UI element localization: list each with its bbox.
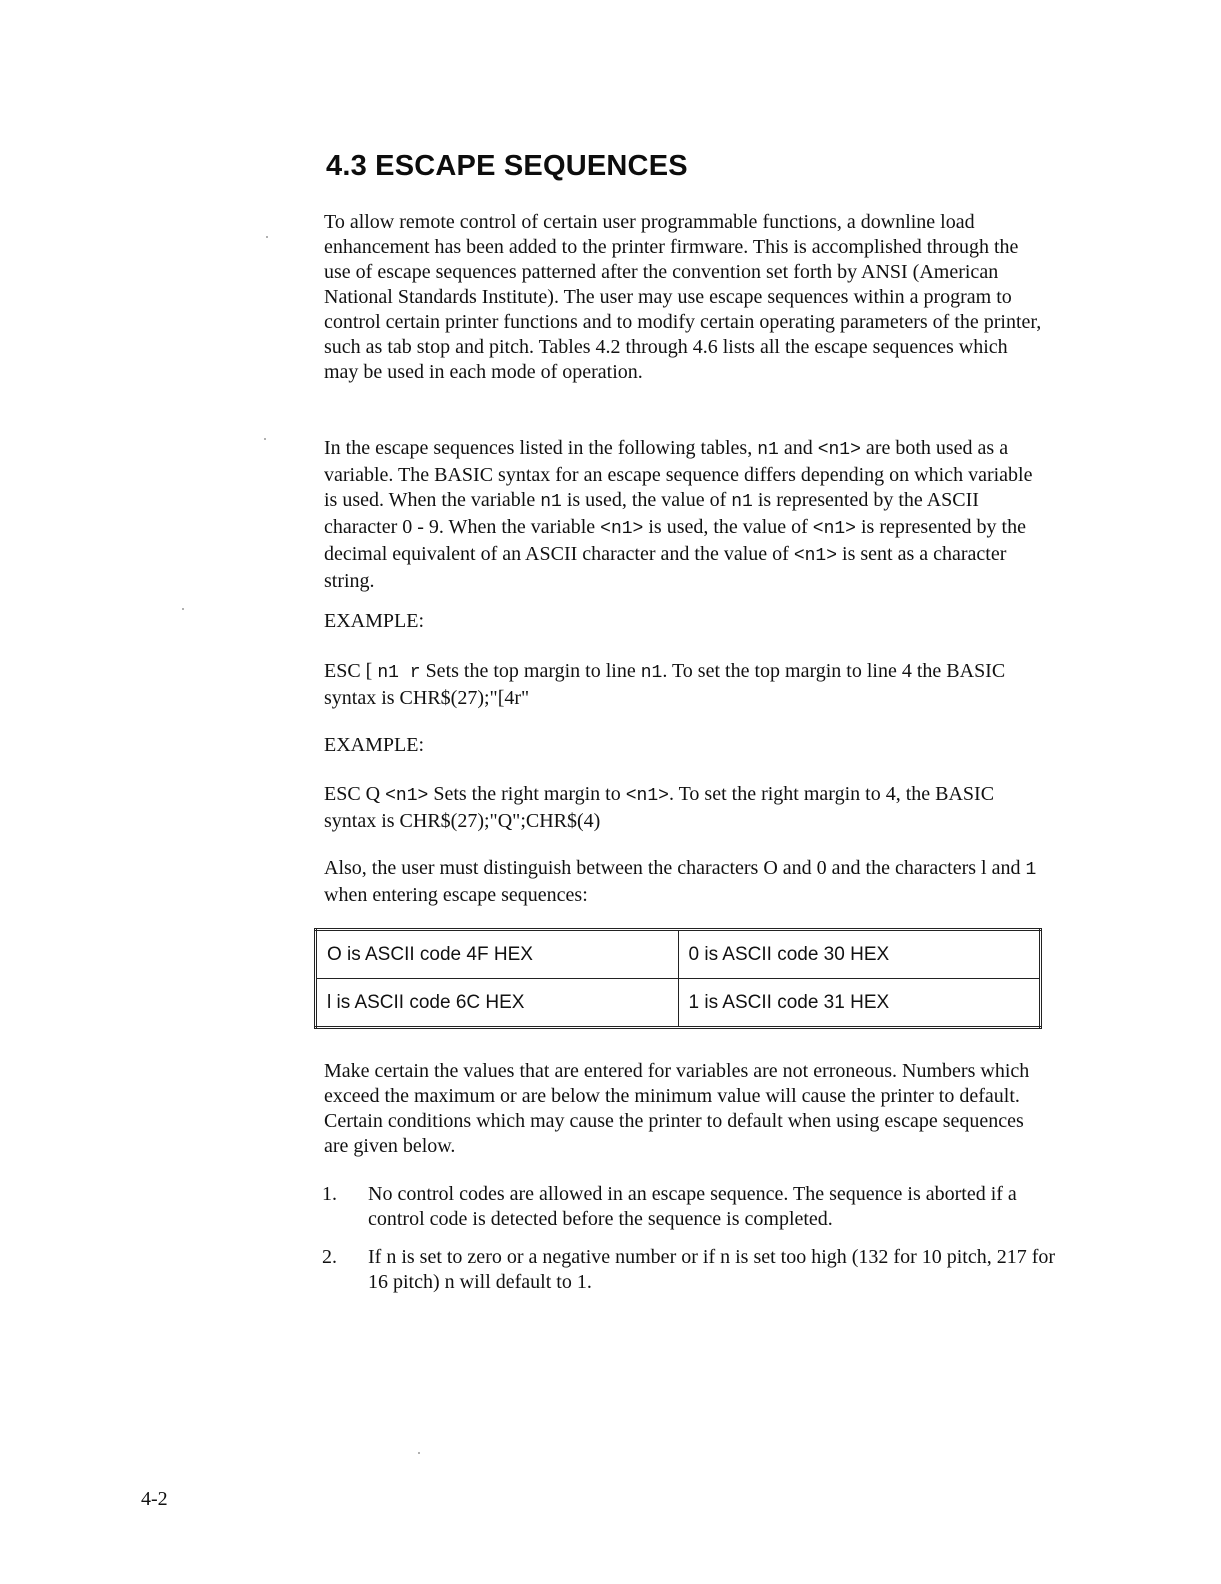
- example-label: EXAMPLE:: [324, 734, 424, 756]
- variable-n1: n1: [640, 663, 663, 683]
- table-cell: O is ASCII code 4F HEX: [316, 930, 679, 979]
- text-run: . To set the top margin to line 4 the BASIC syntax is CHR$(27);"[4r": [324, 660, 1006, 709]
- text-run: is represented by the ASCII character 0 - 9. When the variable: [324, 489, 979, 538]
- variable-n1: n1: [757, 440, 779, 460]
- text-run: is represented by the decimal equivalent of an ASCII character and the value of: [324, 516, 1026, 565]
- list-number: 2.: [322, 1246, 337, 1268]
- variable-bracket-n1: <n1>: [812, 519, 856, 539]
- scan-speck: [264, 438, 266, 440]
- ascii-code-table: [314, 928, 1042, 1029]
- variable-bracket-n1: <n1>: [817, 440, 861, 460]
- text-run: are both used as a variable. The BASIC syntax for an escape sequence differs depending on which variable is used. When the variable: [324, 437, 1033, 511]
- table-row: [316, 979, 1041, 1028]
- variables-paragraph: [324, 436, 1044, 594]
- text-run: ESC [: [324, 660, 378, 682]
- default-conditions-list: [322, 1182, 1067, 1308]
- list-item-text: No control codes are allowed in an escape sequence. The sequence is aborted if a control code is detected before the sequence is completed.: [368, 1183, 1017, 1230]
- variable-n1: n1: [731, 492, 753, 512]
- list-item: [322, 1245, 1067, 1295]
- page-number: 4-2: [141, 1488, 168, 1510]
- text-run: Also, the user must distinguish between the characters O and 0 and the characters l and: [324, 857, 1026, 879]
- example-right-margin: [324, 782, 1044, 834]
- scan-speck: [182, 608, 184, 610]
- text-run: when entering escape sequences:: [324, 884, 588, 906]
- example-label: EXAMPLE:: [324, 610, 424, 632]
- text-run: is used, the value of: [643, 516, 813, 538]
- table-cell: 0 is ASCII code 30 HEX: [678, 930, 1041, 979]
- example-top-margin: [324, 659, 1044, 711]
- table-cell: 1 is ASCII code 31 HEX: [678, 979, 1041, 1028]
- table-cell: l is ASCII code 6C HEX: [316, 979, 679, 1028]
- text-run: ESC Q: [324, 783, 386, 805]
- list-item: [322, 1182, 1067, 1232]
- variable-bracket-n1: <n1>: [793, 546, 838, 566]
- text-run: . To set the right margin to 4, the BASIC syntax is CHR$(27);"Q";CHR$(4): [324, 783, 995, 832]
- text-run: is sent as a character string.: [324, 543, 1007, 592]
- section-heading: 4.3 ESCAPE SEQUENCES: [326, 150, 688, 182]
- text-run: and: [778, 437, 818, 459]
- digit-one: 1: [1025, 860, 1037, 880]
- scan-speck: [266, 236, 268, 238]
- intro-paragraph: To allow remote control of certain user programmable functions, a downline load enhancement has been added to the printer firmware. This is accomplished through the use of escape sequences patterned after the convention set forth by ANSI (American National Standards Institute). The user may use escape sequences within a program to control certain printer functions and to modify certain operating parameters of the printer, such as tab stop and pitch. Tables 4.2 through 4.6 lists all the escape sequences which may be used in each mode of operation.: [324, 211, 1042, 383]
- list-item-text: If n is set to zero or a negative number or if n is set too high (132 for 10 pitch, 217 for 16 pitch) n will default to 1.: [368, 1246, 1056, 1293]
- variable-bracket-n1: <n1>: [385, 786, 429, 806]
- variable-bracket-n1: <n1>: [600, 519, 644, 539]
- text-run: Sets the top margin to line: [420, 660, 641, 682]
- distinguish-paragraph: [324, 856, 1044, 908]
- defaults-paragraph: Make certain the values that are entered for variables are not erroneous. Numbers which exceed the maximum or are below the minimum value will cause the printer to default. Certain conditions which may cause the printer to default when using escape sequences are given below.: [324, 1060, 1030, 1157]
- variable-bracket-n1: <n1>: [625, 786, 669, 806]
- text-run: is used, the value of: [561, 489, 732, 511]
- table-row: [316, 930, 1041, 979]
- text-run: In the escape sequences listed in the following tables,: [324, 437, 758, 459]
- variable-n1: n1: [540, 492, 562, 512]
- scan-speck: [418, 1452, 420, 1454]
- list-number: 1.: [322, 1183, 337, 1205]
- text-run: Sets the right margin to: [428, 783, 626, 805]
- escape-code: n1 r: [377, 663, 421, 683]
